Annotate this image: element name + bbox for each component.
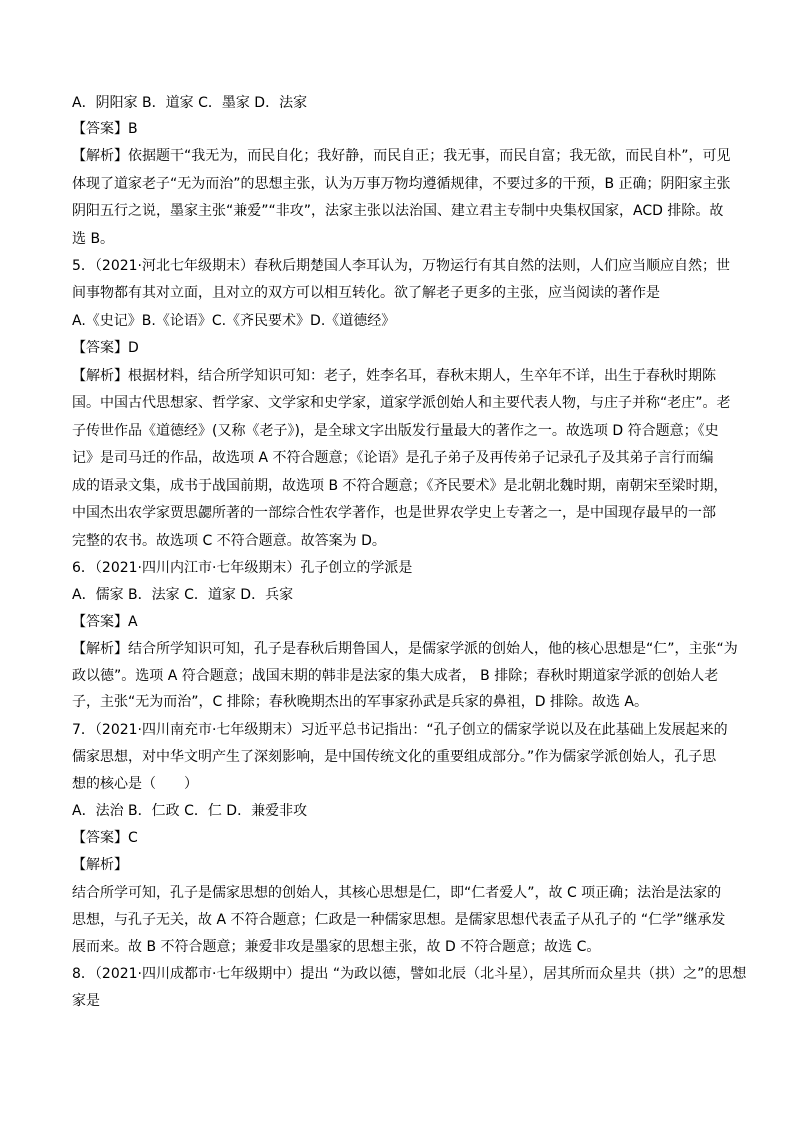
text-line: 中国杰出农学家贾思勰所著的一部综合性农学著作，也是世界农学史上专著之一，是中国现存最早的一部 bbox=[72, 505, 716, 521]
text-line: 记》是司马迁的作品，故选项 A 不符合题意；《论语》是孔子弟子及再传弟子记录孔子及其弟子言行而编 bbox=[72, 450, 714, 466]
text-line: A．阴阳家 B．道家 C．墨家 D．法家 bbox=[72, 95, 308, 111]
text-line: 子传世作品《道德经》(又称《老子》)，是全球文字出版发行量最大的著作之一。故选项 D 符合题意；《史 bbox=[72, 423, 719, 439]
text-line: 【解析】根据材料，结合所学知识可知：老子，姓李名耳，春秋末期人，生卒年不详，出生于春秋时期陈 bbox=[72, 368, 716, 384]
question-line: 6．（2021·四川内江市·七年级期末）孔子创立的学派是 bbox=[72, 560, 413, 576]
options-line: A．儒家 B．法家 C．道家 D．兵家 bbox=[72, 587, 294, 603]
text-line: 展而来。故 B 不符合题意；兼爱非攻是墨家的思想主张，故 D 不符合题意；故选 C。 bbox=[72, 939, 601, 955]
text-line: 国。中国古代思想家、哲学家、文学家和史学家，道家学派创始人和主要代表人物，与庄子并称“老庄”。老 bbox=[72, 395, 731, 411]
question-line: 5．（2021·河北七年级期末）春秋后期楚国人李耳认为，万物运行有其自然的法则，人们应当顺应自然；世 bbox=[72, 258, 730, 274]
options-line: A.《史记》B.《论语》C.《齐民要术》D.《道德经》 bbox=[72, 313, 396, 329]
question-line: 7．（2021·四川南充市·七年级期末）习近平总书记指出：“孔子创立的儒家学说以及在此基础上发展起来的 bbox=[72, 722, 728, 738]
text-line: 阴阳五行之说，墨家主张“兼爱”“非攻”，法家主张以法治国、建立君主专制中央集权国家，ACD 排除。故 bbox=[72, 203, 724, 219]
text-line: 家是 bbox=[72, 993, 100, 1009]
text-line: 【解析】结合所学知识可知，孔子是春秋后期鲁国人，是儒家学派的创始人，他的核心思想是“仁”，主张“为 bbox=[72, 641, 738, 657]
text-line: 选 B。 bbox=[72, 231, 115, 247]
text-line: 子，主张“无为而治”，C 排除；春秋晚期杰出的军事家孙武是兵家的鼻祖，D 排除。故选 A。 bbox=[72, 694, 648, 710]
text-line: 完整的农书。故选项 C 不符合题意。故答案为 D。 bbox=[72, 533, 386, 549]
text-line: 成的语录文集，成书于战国前期，故选项 B 不符合题意；《齐民要术》是北朝北魏时期，南朝宋至梁时期， bbox=[72, 478, 728, 494]
question-line: 8．（2021·四川成都市·七年级期中）提出 “为政以德，譬如北辰（北斗星），居其所而众星共（拱）之”的思想 bbox=[72, 966, 747, 982]
answer-line: 【答案】D bbox=[72, 340, 139, 356]
text-line: 体现了道家老子“无为而治”的思想主张，认为万事万物均遵循规律，不要过多的干预，B 正确；阴阳家主张 bbox=[72, 176, 731, 192]
analysis-label: 【解析】 bbox=[72, 857, 128, 873]
text-line: 思想，与孔子无关，故 A 不符合题意；仁政是一种儒家思想。是儒家思想代表孟子从孔子的 “仁学”继承发 bbox=[72, 912, 726, 928]
text-line: 结合所学可知，孔子是儒家思想的创始人，其核心思想是仁，即“仁者爱人”，故 C 项正确；法治是法家的 bbox=[72, 885, 722, 901]
options-line: A．法治 B．仁政 C．仁 D．兼爱非攻 bbox=[72, 803, 308, 819]
text-line: 政以德”。选项 A 符合题意；战国末期的韩非是法家的集大成者， B 排除；春秋时期道家学派的创始人老 bbox=[72, 668, 719, 684]
text-line: 想的核心是（ ） bbox=[72, 776, 198, 792]
text-line: 【解析】依据题干“我无为，而民自化；我好静，而民自正；我无事，而民自富；我无欲，而民自朴”，可见 bbox=[72, 148, 731, 164]
answer-line: 【答案】C bbox=[72, 830, 138, 846]
answer-line: 【答案】A bbox=[72, 614, 138, 630]
text-line: 间事物都有其对立面，且对立的双方可以相互转化。欲了解老子更多的主张，应当阅读的著作是 bbox=[72, 285, 660, 301]
text-line: 儒家思想，对中华文明产生了深刻影响，是中国传统文化的重要组成部分。”作为儒家学派创始人，孔子思 bbox=[72, 749, 717, 765]
answer-line: 【答案】B bbox=[72, 121, 138, 137]
